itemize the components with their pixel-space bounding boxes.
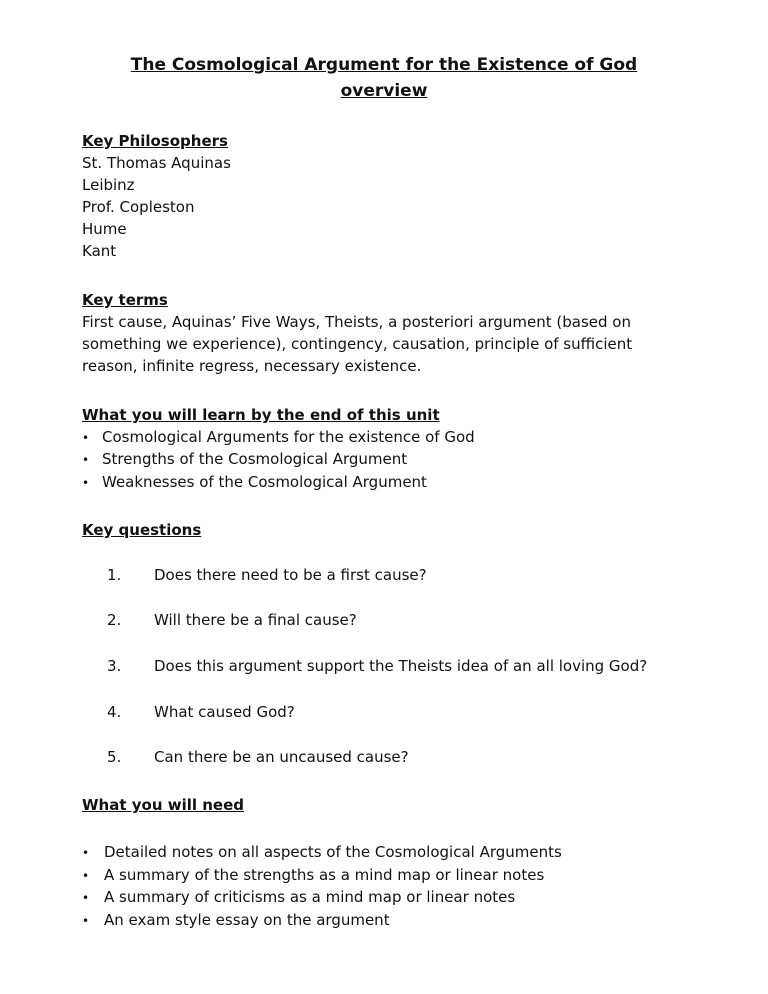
question-number: 3.	[107, 657, 122, 675]
question-text: Does there need to be a first cause?	[154, 566, 427, 584]
learn-heading: What you will learn by the end of this unit	[82, 406, 440, 424]
key-terms-heading: Key terms	[82, 291, 168, 309]
need-heading: What you will need	[82, 796, 244, 814]
need-item: • Detailed notes on all aspects of the Cosmological Arguments	[82, 841, 562, 864]
question-number: 2.	[107, 611, 122, 629]
question-text: What caused God?	[154, 703, 295, 721]
philosopher-item: Prof. Copleston	[82, 198, 195, 216]
document-subtitle: overview	[340, 81, 428, 101]
philosopher-item: Leibinz	[82, 176, 135, 194]
question-text: Can there be an uncaused cause?	[154, 748, 409, 766]
philosopher-item: Hume	[82, 220, 127, 238]
question-number: 1.	[107, 566, 122, 584]
learn-item: • Cosmological Arguments for the existence of God	[82, 426, 475, 449]
question-text: Will there be a final cause?	[154, 611, 357, 629]
key-terms-line: something we experience), contingency, causation, principle of sufficient	[82, 335, 633, 353]
need-item: • A summary of criticisms as a mind map or linear notes	[82, 886, 515, 909]
questions-heading: Key questions	[82, 521, 202, 539]
philosopher-item: Kant	[82, 242, 117, 260]
learn-item: • Strengths of the Cosmological Argument	[82, 448, 407, 471]
philosophers-heading: Key Philosophers	[82, 132, 228, 150]
question-number: 5.	[107, 748, 122, 766]
need-item: • An exam style essay on the argument	[82, 909, 390, 932]
philosopher-item: St. Thomas Aquinas	[82, 154, 231, 172]
learn-item: • Weaknesses of the Cosmological Argument	[82, 471, 427, 494]
need-item: • A summary of the strengths as a mind map or linear notes	[82, 864, 544, 887]
document-title: The Cosmological Argument for the Existence of God	[130, 55, 638, 75]
key-terms-line: First cause, Aquinas’ Five Ways, Theists, a posteriori argument (based on	[82, 313, 631, 331]
key-terms-line: reason, infinite regress, necessary existence.	[82, 357, 422, 375]
question-number: 4.	[107, 703, 122, 721]
question-text: Does this argument support the Theists idea of an all loving God?	[154, 657, 648, 675]
